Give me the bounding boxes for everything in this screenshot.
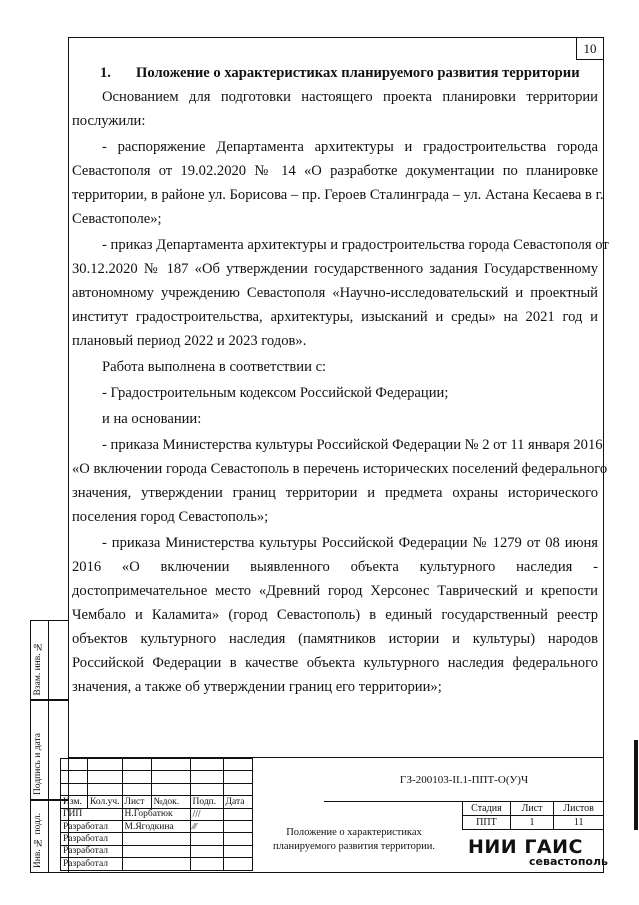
stage-value: ППТ bbox=[463, 816, 511, 830]
stamp-header-podp: Подп. bbox=[190, 796, 223, 808]
text-line: Основанием для подготовки настоящего проекта планировки территории bbox=[102, 89, 598, 105]
text-line: - приказа Министерства культуры Российской Федерации № 2 от 11 января 2016 bbox=[102, 437, 603, 453]
text-line: Работа выполнена в соответствии с: bbox=[102, 359, 327, 375]
text-line: и на основании: bbox=[102, 411, 202, 427]
sheets-header: Листов bbox=[554, 802, 604, 816]
text-line: «О включении города Севастополь в перечень исторических поселений федерального bbox=[72, 461, 608, 477]
text-line: - приказа Министерства культуры Российской Федерации № 1279 от 08 июня bbox=[102, 535, 598, 551]
side-label-inv-vzam: Взам. инв. № bbox=[33, 640, 43, 695]
text-line: - приказ Департамента архитектуры и градостроительства города Севастополя от bbox=[102, 237, 609, 253]
text-line: достопримечательное место «Древний город Херсонес Таврический и крепости bbox=[72, 583, 598, 599]
side-inv-vzam bbox=[30, 620, 68, 700]
stamp-header-ndok: №док. bbox=[151, 796, 190, 808]
text-line: - распоряжение Департамента архитектуры и градостроительства города bbox=[102, 139, 598, 155]
heading-number: 1. bbox=[100, 65, 111, 81]
stamp-role: Разработал bbox=[61, 845, 123, 857]
stamp-header-list: Лист bbox=[122, 796, 151, 808]
stamp-role: ГИП bbox=[61, 808, 123, 820]
stamp-header-kol: Кол.уч. bbox=[88, 796, 123, 808]
text-line: - Градостроительным кодексом Российской Федерации; bbox=[102, 385, 449, 401]
text-line: Чембало и Каламита» (город Севастополь) в единый государственный реестр bbox=[72, 607, 598, 623]
stamp-header-data: Дата bbox=[223, 796, 252, 808]
text-line: автономному учреждению Севастополя «Научно-исследовательский и проектный bbox=[72, 285, 598, 301]
sheet-header: Лист bbox=[510, 802, 553, 816]
text-line: значения, утверждении границ территории и предмета охраны исторического bbox=[72, 485, 598, 501]
text-line: плановый период 2022 и 2023 годов». bbox=[72, 333, 307, 349]
organization-logo bbox=[468, 836, 608, 868]
text-line: Севастополе»; bbox=[72, 211, 162, 227]
document-code: ГЗ-200103-II.1-ППТ-О(У)Ч bbox=[399, 774, 529, 786]
text-line: поселения город Севастополь»; bbox=[72, 509, 269, 525]
edge-mark bbox=[634, 740, 638, 830]
text-line: институт градостроительства, архитектуры, изысканий и среды» на 2021 год и bbox=[72, 309, 598, 325]
stamp-person: М.Ягодкина bbox=[122, 820, 190, 832]
stage-header: Стадия bbox=[463, 802, 511, 816]
side-label-inv-podl: Инв. № подл. bbox=[33, 812, 43, 868]
stamp-role: Разработал bbox=[61, 820, 123, 832]
text-line: Севастополя от 19.02.2020 № 14 «О разработке документации по планировке bbox=[72, 163, 598, 179]
text-line: объектов культурного наследия (памятников истории и культуры) народов bbox=[72, 631, 598, 647]
section-heading bbox=[72, 62, 598, 84]
text-line: территории, в районе ул. Борисова – пр. Героев Сталинграда – ул. Астана Кесаева в г. bbox=[72, 187, 604, 203]
logo-main-text: НИИ ГАИС bbox=[468, 836, 583, 858]
text-line: 2016 «О включении выявленного объекта культурного наследия - bbox=[72, 559, 598, 575]
stamp-person: Н.Горбатюк bbox=[122, 808, 190, 820]
text-line: 30.12.2020 № 187 «Об утверждении государственного задания Государственному bbox=[72, 261, 598, 277]
stamp-role: Разработал bbox=[61, 833, 123, 845]
stamp-table bbox=[60, 758, 253, 871]
sheet-value: 1 bbox=[510, 816, 553, 830]
text-line: значения, а также об утверждении границ его территории»; bbox=[72, 679, 442, 695]
stamp-header-izm: Изм. bbox=[61, 796, 88, 808]
signature-mark: ⁄⁄⁄ bbox=[192, 821, 197, 831]
stage-table bbox=[462, 801, 604, 830]
heading-text: Положение о характеристиках планируемого развития территории bbox=[136, 65, 580, 81]
page-number: 10 bbox=[576, 38, 603, 60]
stamp-role: Разработал bbox=[61, 858, 123, 870]
logo-sub-text: севастополь bbox=[529, 855, 608, 868]
signature-mark: ∕∕∕ bbox=[192, 809, 201, 819]
sheets-value: 11 bbox=[554, 816, 604, 830]
title-block bbox=[63, 757, 608, 873]
text-line: послужили: bbox=[72, 113, 146, 129]
text-line: Российской Федерации в качестве объекта культурного наследия федерального bbox=[72, 655, 598, 671]
sheet-description: Положение о характеристиках планируемого развития территории. bbox=[273, 827, 435, 852]
side-label-podpis: Подпись и дата bbox=[33, 732, 43, 795]
